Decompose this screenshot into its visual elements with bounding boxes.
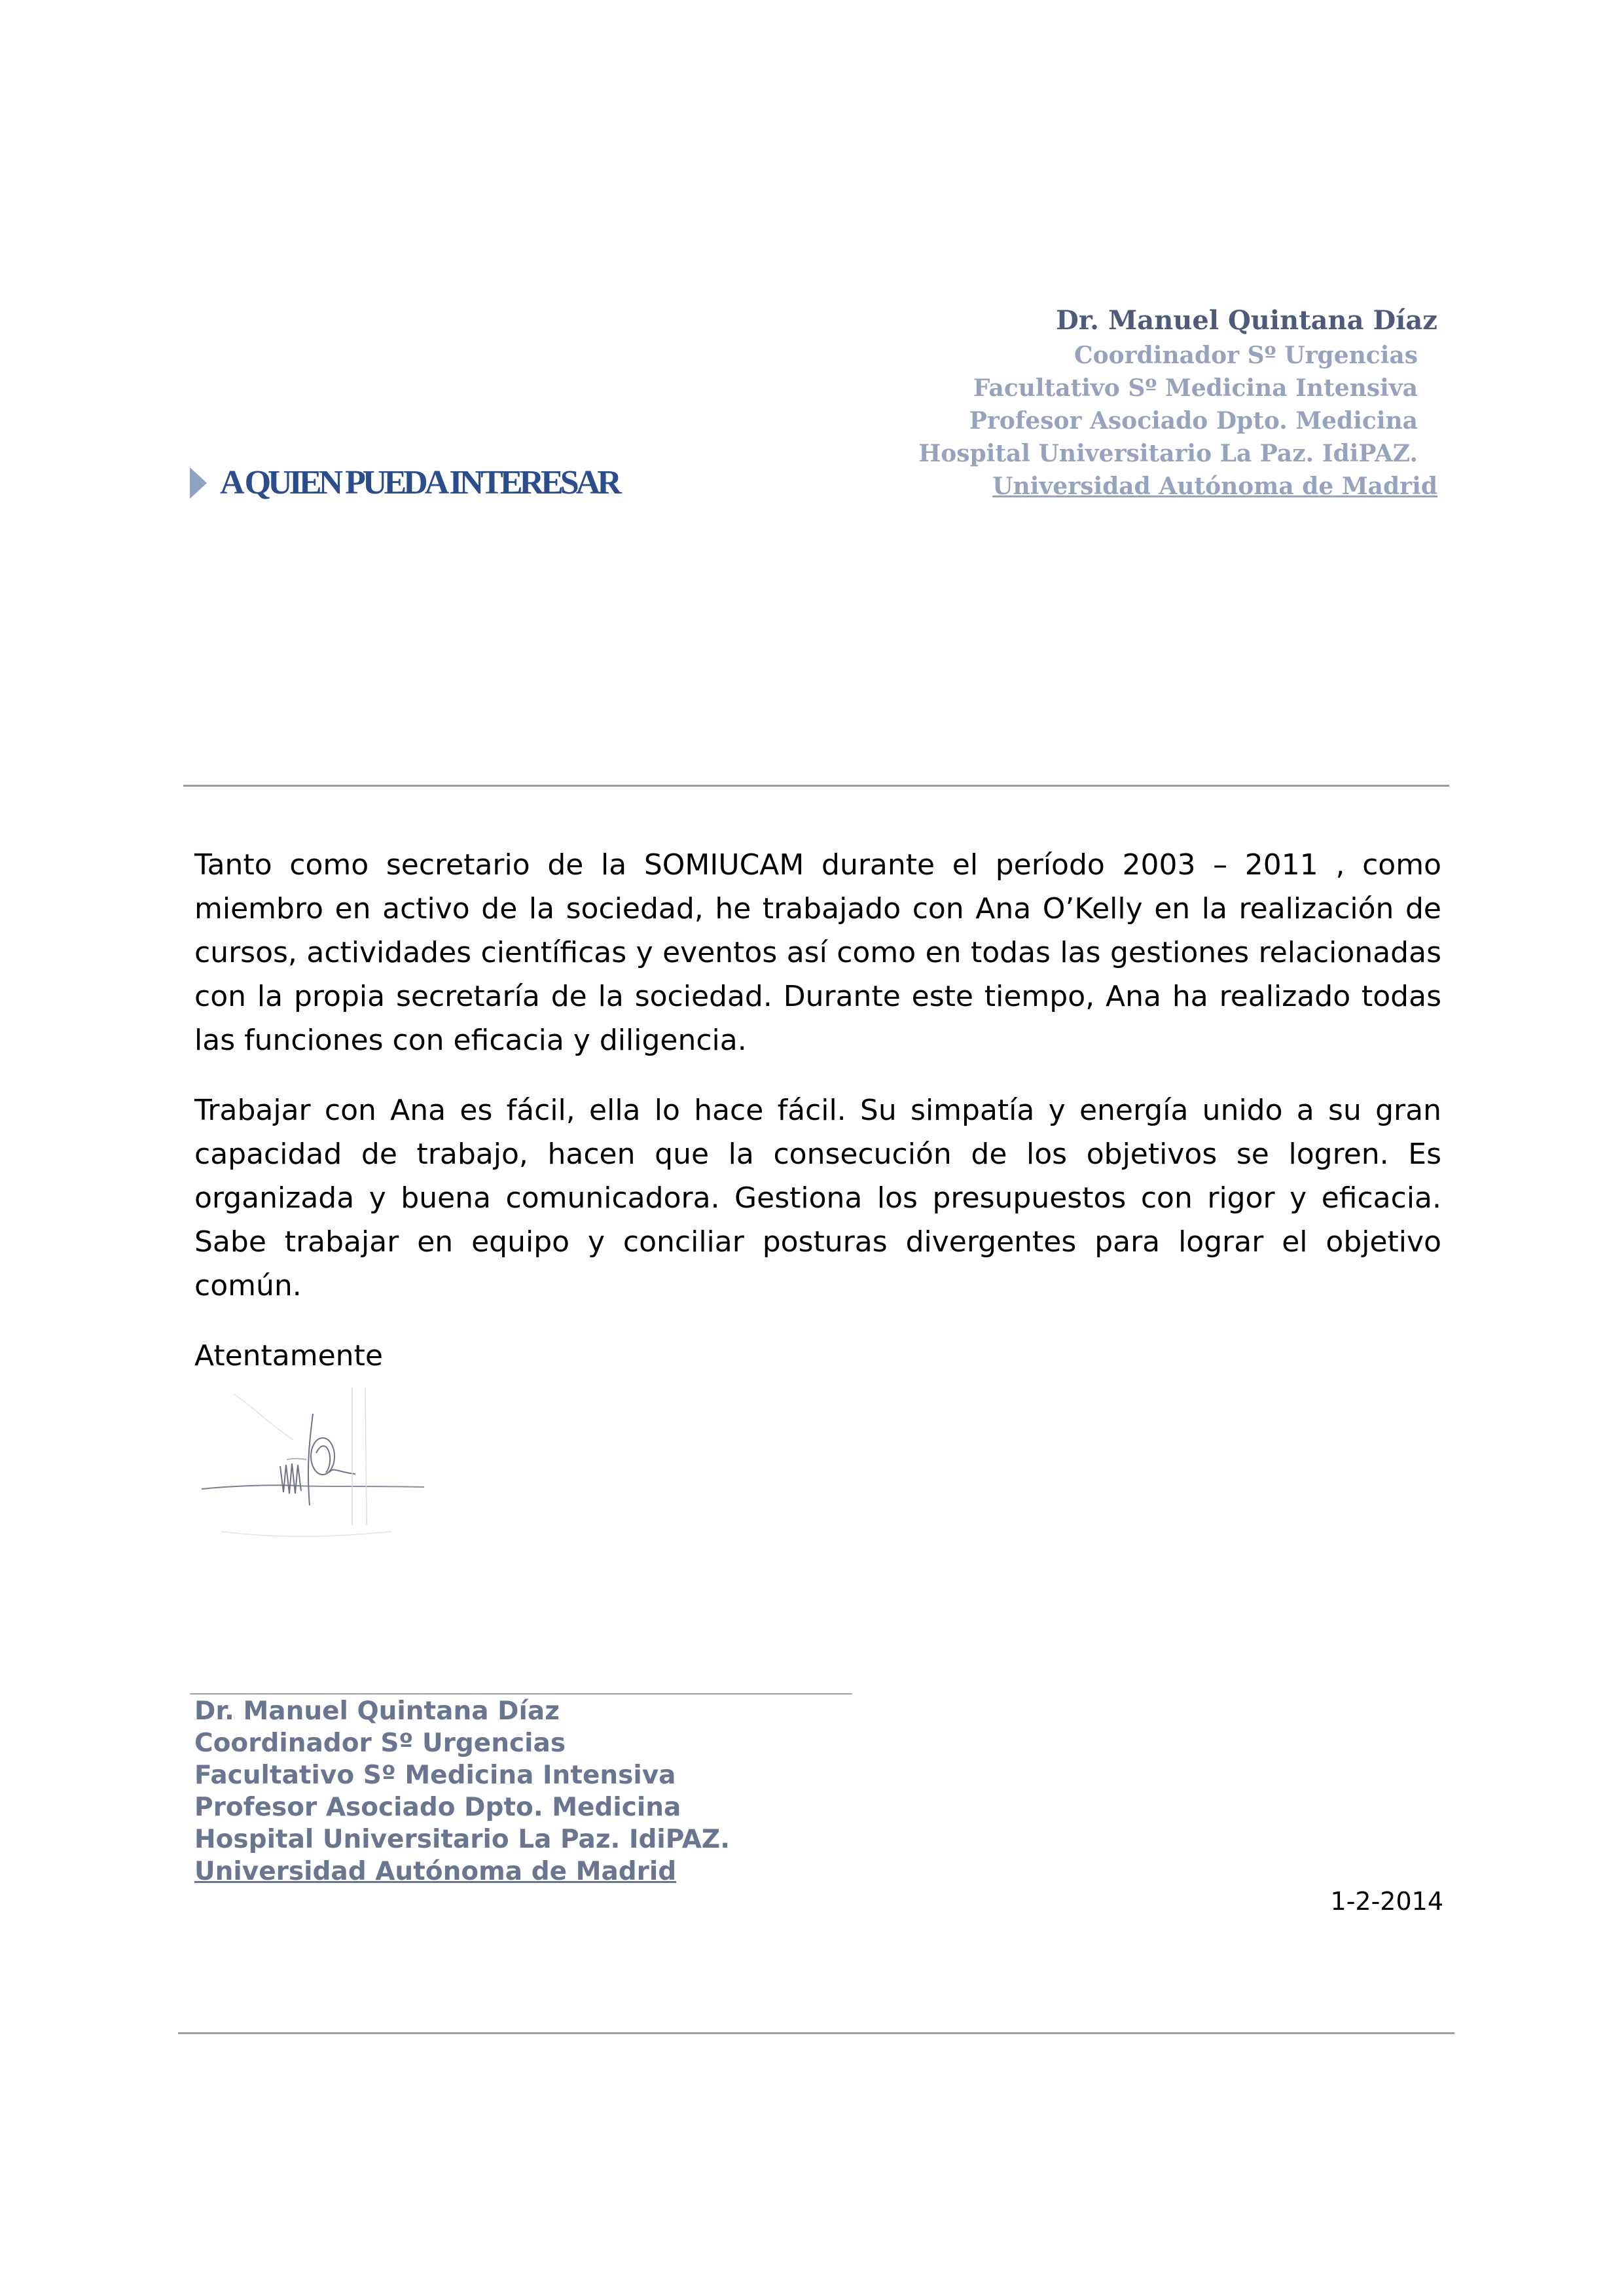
letterhead-line: Profesor Asociado Dpto. Medicina	[969, 407, 1418, 435]
bottom-divider	[178, 2032, 1454, 2034]
letter-body	[194, 843, 1441, 1334]
letterhead	[918, 302, 1437, 503]
signature-line: Facultativo Sº Medicina Intensiva	[194, 1761, 676, 1790]
signature-line: Profesor Asociado Dpto. Medicina	[194, 1793, 681, 1822]
closing: Atentamente	[194, 1339, 383, 1372]
letterhead-line: Facultativo Sº Medicina Intensiva	[973, 374, 1418, 402]
letter-heading	[190, 463, 619, 502]
heading-title: A QUIEN PUEDA INTERESAR	[220, 464, 619, 501]
letterhead-name: Dr. Manuel Quintana Díaz	[1056, 305, 1437, 336]
letterhead-line: Universidad Autónoma de Madrid	[992, 473, 1437, 500]
signature-block	[194, 1695, 730, 1888]
letterhead-line: Hospital Universitario La Paz. IdiPAZ.	[918, 440, 1418, 467]
top-divider	[183, 785, 1449, 787]
signature-divider	[190, 1693, 852, 1695]
signature-line: Universidad Autónoma de Madrid	[194, 1857, 677, 1886]
signature-line: Coordinador Sº Urgencias	[194, 1729, 566, 1758]
triangle-bullet-icon	[190, 467, 207, 499]
letter-date: 1-2-2014	[1330, 1887, 1443, 1916]
signature-line: Hospital Universitario La Paz. IdiPAZ.	[194, 1825, 731, 1854]
body-paragraph: Tanto como secretario de la SOMIUCAM durante el período 2003 – 2011 , como miembro en activo de la sociedad, he trabajado con Ana O’Kelly en la realización de cursos, actividades científicas y eventos así como en todas las gestiones relacionadas con la propia secretaría de la sociedad. Durante este tiempo, Ana ha realizado todas las funciones con eficacia y diligencia.	[194, 848, 1441, 1057]
signature-line: Dr. Manuel Quintana Díaz	[194, 1696, 560, 1726]
handwritten-signature	[195, 1374, 437, 1551]
letterhead-line: Coordinador Sº Urgencias	[1074, 342, 1418, 369]
body-paragraph: Trabajar con Ana es fácil, ella lo hace fácil. Su simpatía y energía unido a su gran capacidad de trabajo, hacen que la consecución de los objetivos se logren. Es organizada y buena comunicadora. Gestiona los presupuestos con rigor y eficacia. Sabe trabajar en equipo y conciliar posturas divergentes para lograr el objetivo común.	[194, 1094, 1441, 1302]
